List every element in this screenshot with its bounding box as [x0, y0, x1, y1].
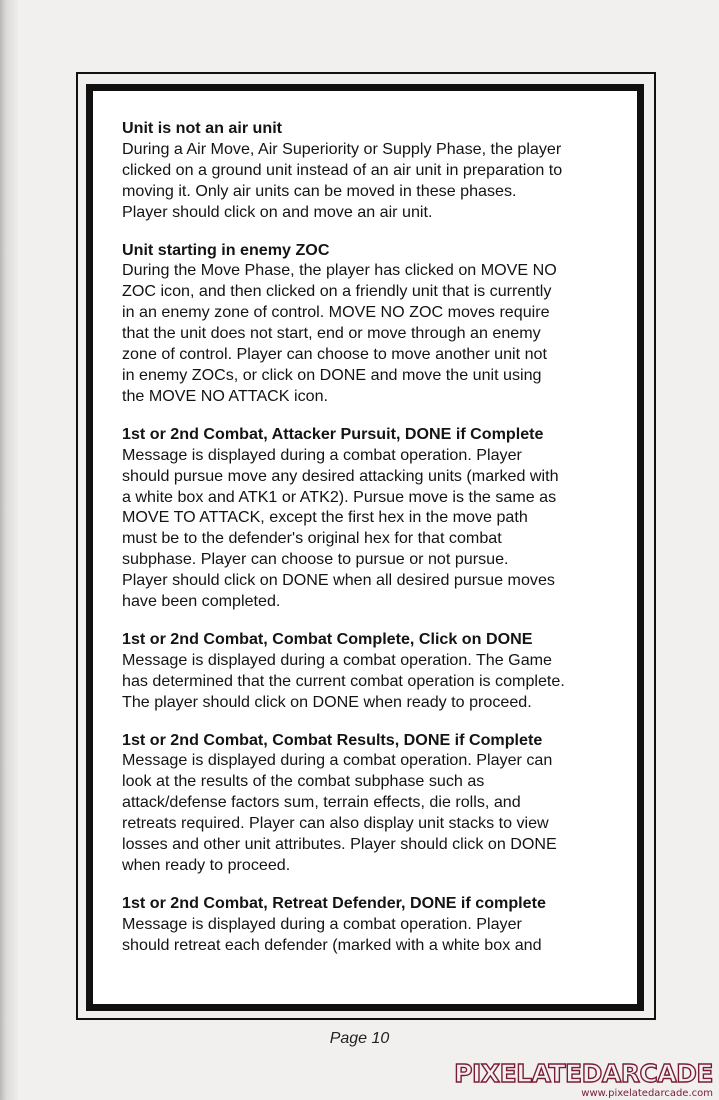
- text-line: when ready to proceed.: [122, 856, 291, 874]
- text-line: a white box and ATK1 or ATK2). Pursue move is the same as: [122, 487, 557, 506]
- site-watermark: [454, 1060, 713, 1100]
- message-title: 1st or 2nd Combat, Combat Results, DONE if Complete: [122, 730, 543, 749]
- message-entry: [122, 893, 622, 956]
- text-line: must be to the defender's original hex for that combat: [122, 529, 502, 548]
- message-title: 1st or 2nd Combat, Retreat Defender, DONE if complete: [122, 893, 546, 912]
- text-line: MOVE TO ATTACK, except the first hex in the move path: [122, 508, 528, 527]
- text-line: The player should click on DONE when ready to proceed.: [122, 692, 532, 711]
- text-line: During a Air Move, Air Superiority or Supply Phase, the player: [122, 139, 562, 158]
- message-title: Unit starting in enemy ZOC: [122, 240, 330, 259]
- text-line: subphase. Player can choose to pursue or not pursue.: [122, 550, 509, 569]
- text-line: look at the results of the combat subphase such as: [122, 772, 485, 791]
- text-line: Message is displayed during a combat operation. Player can: [122, 751, 553, 770]
- text-line: Player should click on DONE when all desired pursue moves: [122, 571, 555, 590]
- message-entry: [122, 424, 622, 612]
- message-entry: [122, 730, 622, 876]
- page-number: Page 10: [329, 1030, 390, 1047]
- text-line: the MOVE NO ATTACK icon.: [122, 386, 328, 405]
- message-title: 1st or 2nd Combat, Combat Complete, Click on DONE: [122, 629, 533, 648]
- message-entry: [122, 118, 622, 223]
- watermark-url: www.pixelatedarcade.com: [581, 1088, 713, 1099]
- text-line: in enemy ZOCs, or click on DONE and move the unit using: [122, 365, 542, 384]
- message-title: 1st or 2nd Combat, Attacker Pursuit, DONE if Complete: [122, 424, 544, 443]
- text-line: have been completed.: [122, 592, 281, 611]
- text-line: ZOC icon, and then clicked on a friendly unit that is currently: [122, 282, 552, 301]
- message-description: [122, 260, 622, 406]
- text-line: retreats required. Player can also display unit stacks to view: [122, 814, 549, 833]
- text-line: Message is displayed during a combat operation. Player: [122, 914, 522, 933]
- text-line: should pursue move any desired attacking units (marked with: [122, 466, 559, 485]
- text-line: Message is displayed during a combat operation. Player: [122, 445, 522, 464]
- message-list: [122, 118, 622, 973]
- text-line: in an enemy zone of control. MOVE NO ZOC moves require: [122, 303, 550, 322]
- message-description: [122, 445, 622, 612]
- text-line: During the Move Phase, the player has clicked on MOVE NO: [122, 261, 557, 280]
- watermark-name: PIXELATEDARCADE: [454, 1059, 713, 1088]
- text-line: moving it. Only air units can be moved in these phases.: [122, 181, 517, 200]
- text-line: that the unit does not start, end or move through an enemy: [122, 324, 541, 343]
- text-line: has determined that the current combat operation is complete.: [122, 671, 565, 690]
- message-title: Unit is not an air unit: [122, 119, 283, 137]
- text-line: attack/defense factors sum, terrain effects, die rolls, and: [122, 793, 521, 812]
- text-line: Player should click on and move an air unit.: [122, 202, 433, 221]
- message-description: [122, 914, 622, 956]
- text-line: Message is displayed during a combat operation. The Game: [122, 650, 553, 669]
- message-description: [122, 139, 622, 223]
- message-entry: [122, 629, 622, 713]
- message-description: [122, 650, 622, 713]
- message-entry: [122, 240, 622, 407]
- content-frame: [86, 84, 644, 1011]
- text-line: clicked on a ground unit instead of an air unit in preparation to: [122, 160, 563, 179]
- text-line: losses and other unit attributes. Player should click on DONE: [122, 835, 557, 854]
- text-line: should retreat each defender (marked with a white box and: [122, 935, 542, 954]
- message-description: [122, 750, 622, 875]
- text-line: zone of control. Player can choose to move another unit not: [122, 345, 547, 364]
- page-binding-edge: [0, 0, 18, 1100]
